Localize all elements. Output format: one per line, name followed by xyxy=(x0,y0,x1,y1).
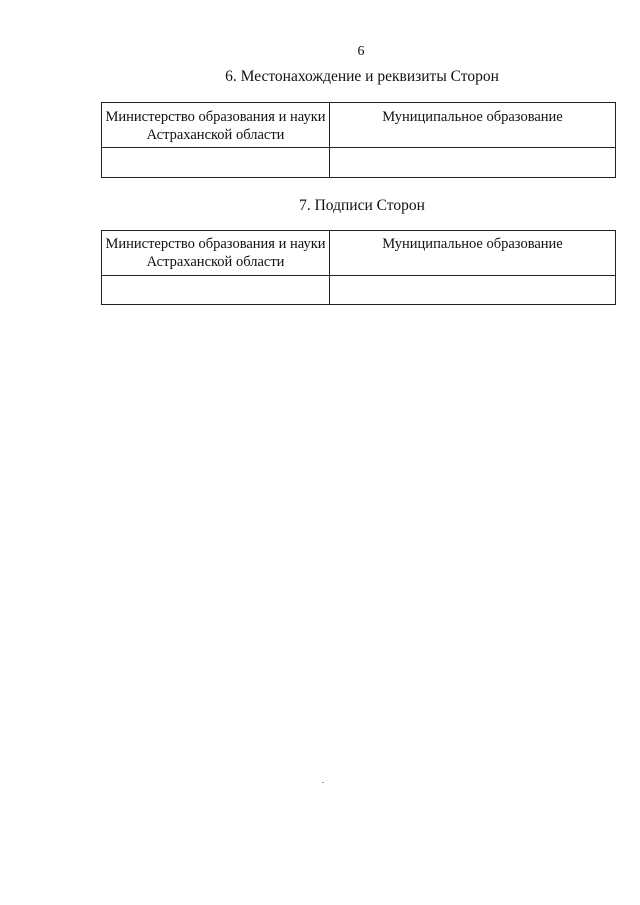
scan-speck xyxy=(322,782,324,783)
section-title-signatures: 7. Подписи Сторон xyxy=(299,197,425,214)
municipality-header-cell: Муниципальное образование xyxy=(330,103,616,148)
ministry-header-cell: Министерство образования и науки Астраханской области xyxy=(102,231,330,276)
parties-details-table xyxy=(101,102,616,178)
parties-signatures-table xyxy=(101,230,616,305)
municipality-header-cell: Муниципальное образование xyxy=(330,231,616,276)
table-row xyxy=(102,231,616,276)
ministry-signature-cell xyxy=(102,276,330,305)
table-row xyxy=(102,103,616,148)
municipality-signature-cell xyxy=(330,276,616,305)
table-row xyxy=(102,276,616,305)
page-number: 6 xyxy=(357,44,365,59)
ministry-details-cell xyxy=(102,148,330,178)
section-title-location-details: 6. Местонахождение и реквизиты Сторон xyxy=(225,68,499,85)
table-row xyxy=(102,148,616,178)
municipality-details-cell xyxy=(330,148,616,178)
ministry-header-cell: Министерство образования и науки Астраханской области xyxy=(102,103,330,148)
